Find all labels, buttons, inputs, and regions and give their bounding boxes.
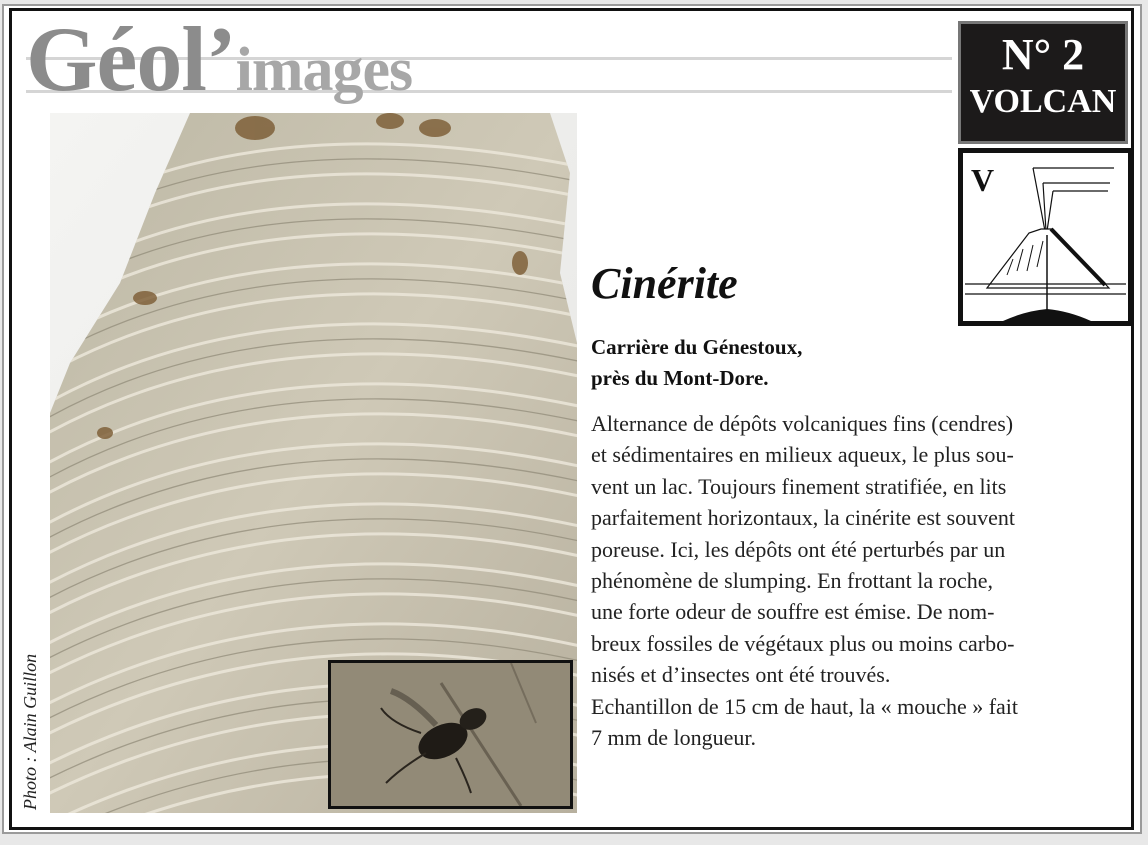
subtitle-line: Carrière du Génestoux, [591, 335, 803, 359]
body-line: une forte odeur de souffre est émise. De nom- [591, 599, 995, 625]
issue-badge [958, 21, 1128, 144]
issue-number: N° 2 [1001, 30, 1085, 79]
volcano-icon [963, 153, 1128, 321]
body-line: breux fossiles de végétaux plus ou moins carbo- [591, 630, 1015, 656]
insect-fossil-image [331, 663, 570, 806]
issue-category: VOLCAN [969, 83, 1117, 120]
volcano-symbol-box [958, 148, 1133, 326]
brand-logo [26, 6, 413, 110]
body-line: poreuse. Ici, les dépôts ont été perturbés par un [591, 536, 1006, 562]
article-title: Cinérite [591, 259, 738, 308]
brand-logo-apostrophe: ’ [205, 8, 236, 110]
photo-credit: Photo : Alain Guillon [20, 653, 40, 810]
body-line: 7 mm de longueur. [591, 725, 756, 751]
brand-logo-part2: images [235, 36, 413, 104]
insect-fossil-inset [328, 660, 573, 809]
subtitle-line: près du Mont-Dore. [591, 366, 769, 390]
body-line: vent un lac. Toujours finement stratifiée, en lits [591, 473, 1007, 499]
volcano-symbol-letter: V [971, 162, 995, 198]
article-body [591, 408, 1103, 753]
body-line: Alternance de dépôts volcaniques fins (cendres) [591, 411, 1014, 436]
body-line: nisés et d’insectes ont été trouvés. [591, 662, 891, 688]
article-subtitle [591, 332, 802, 394]
body-line: Echantillon de 15 cm de haut, la « mouche » fait [591, 693, 1019, 719]
body-line: parfaitement horizontaux, la cinérite est souvent [591, 505, 1015, 531]
body-line: phénomène de slumping. En frottant la roche, [591, 568, 993, 594]
body-line: et sédimentaires en milieux aqueux, le plus sou- [591, 442, 1014, 468]
brand-logo-part1: Géol [26, 8, 206, 110]
